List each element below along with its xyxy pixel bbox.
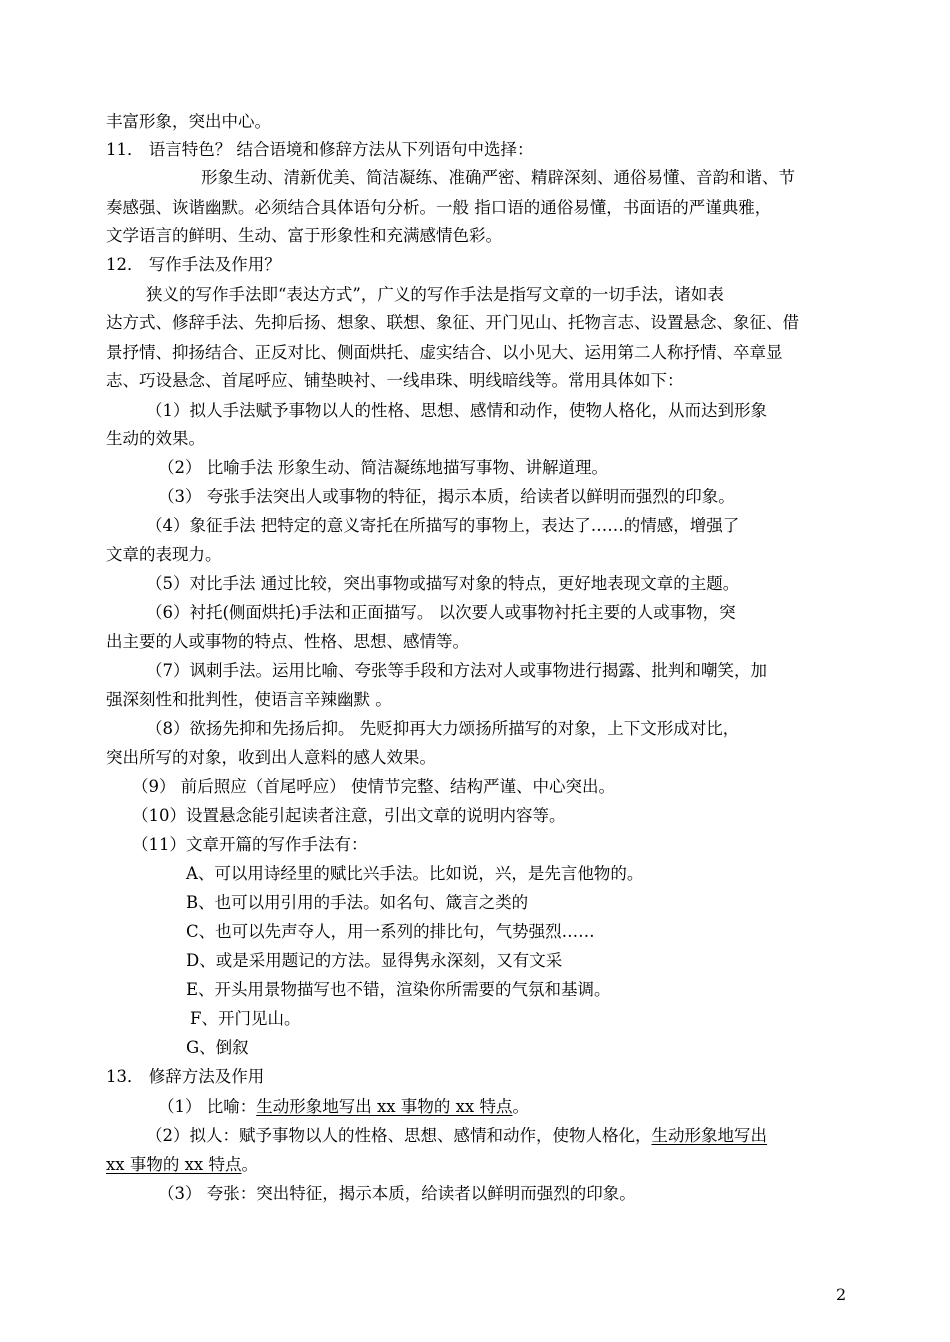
text-line: 奏感强、诙谐幽默。必须结合具体语句分析。一般 指口语的通俗易懂，书面语的严谨典雅， [106, 198, 772, 217]
text-line: 景抒情、抑扬结合、正反对比、侧面烘托、虚实结合、以小见大、运用第二人称抒情、卒章显 [106, 343, 783, 362]
text-line: 达方式、修辞手法、先抑后扬、想象、联想、象征、开门见山、托物言志、设置悬念、象征、借 [106, 313, 799, 332]
section-heading: 11． 语言特色？ 结合语境和修辞方法从下列语句中选择： [106, 140, 534, 159]
section-heading: 12． 写作手法及作用？ [106, 255, 281, 274]
list-item: （9） 前后照应（首尾呼应） 使情节完整、结构严谨、中心突出。 [132, 777, 615, 796]
list-item: （6）衬托(侧面烘托)手法和正面描写。 以次要人或事物衬托主要的人或事物，突 [146, 603, 736, 622]
rhetoric-item-continuation [106, 1154, 258, 1176]
text-line: 出主要的人或事物的特点、性格、思想、感情等。 [106, 632, 469, 651]
underlined-text: 生动形象地写出 [651, 1126, 767, 1145]
list-item: E、开头用景物描写也不错，渲染你所需要的气氛和基调。 [186, 980, 611, 999]
rhetoric-item-hyperbole: （3） 夸张：突出特征，揭示本质，给读者以鲜明而强烈的印象。 [158, 1184, 636, 1203]
underlined-text: xx 事物的 xx 特点 [106, 1155, 242, 1174]
text-line: 狭义的写作手法即“表达方式”，广义的写作手法是指写文章的一切手法，诸如表 [146, 285, 724, 304]
text-line: 志、巧设悬念、首尾呼应、铺垫映衬、一线串珠、明线暗线等。常用具体如下： [106, 371, 684, 390]
text-line: 丰富形象，突出中心。 [106, 112, 271, 131]
item-suffix: 。 [512, 1097, 529, 1116]
list-item: F、开门见山。 [190, 1009, 301, 1028]
text-line: 文学语言的鲜明、生动、富于形象性和充满感情色彩。 [106, 226, 502, 245]
list-item: G、倒叙 [186, 1038, 249, 1057]
list-item: （5）对比手法 通过比较，突出事物或描写对象的特点，更好地表现文章的主题。 [146, 574, 740, 593]
list-item: （11）文章开篇的写作手法有： [132, 835, 368, 854]
list-item: （2） 比喻手法 形象生动、简洁凝练地描写事物、讲解道理。 [158, 458, 608, 477]
text-line: 生动的效果。 [106, 429, 205, 448]
item-suffix: 。 [241, 1155, 258, 1174]
list-item: （7）讽刺手法。运用比喻、夸张等手段和方法对人或事物进行揭露、批判和嘲笑，加 [146, 661, 767, 680]
section-heading: 13． 修辞方法及作用 [106, 1067, 265, 1086]
list-item: C、也可以先声夺人，用一系列的排比句，气势强烈…… [186, 922, 595, 941]
list-item: D、或是采用题记的方法。显得隽永深刻，又有文采 [186, 951, 563, 970]
list-item: （10）设置悬念能引起读者注意，引出文章的说明内容等。 [132, 806, 566, 825]
list-item: （8）欲扬先抑和先扬后抑。 先贬抑再大力颂扬所描写的对象，上下文形成对比， [146, 719, 740, 738]
list-item: （3） 夸张手法突出人或事物的特征，揭示本质，给读者以鲜明而强烈的印象。 [158, 487, 735, 506]
rhetoric-item-metaphor [158, 1096, 529, 1118]
list-item: （1）拟人手法赋予事物以人的性格、思想、感情和动作，使物人格化，从而达到形象 [146, 401, 767, 420]
text-line: 突出所写的对象，收到出人意料的感人效果。 [106, 748, 436, 767]
text-line: 强深刻性和批判性，使语言辛辣幽默 。 [106, 690, 392, 709]
page-number: 2 [836, 1285, 847, 1304]
list-item: B、也可以用引用的手法。如名句、箴言之类的 [186, 893, 529, 912]
rhetoric-item-personification [146, 1125, 767, 1147]
item-prefix: （1） 比喻： [158, 1097, 257, 1116]
underlined-text: 生动形象地写出 xx 事物的 xx 特点 [256, 1097, 513, 1116]
item-prefix: （2）拟人：赋予事物以人的性格、思想、感情和动作，使物人格化， [146, 1126, 652, 1145]
list-item: （4）象征手法 把特定的意义寄托在所描写的事物上，表达了……的情感，增强了 [146, 516, 740, 535]
text-line: 文章的表现力。 [106, 545, 222, 564]
text-line: 形象生动、清新优美、简洁凝练、准确严密、精辟深刻、通俗易懂、音韵和谐、节 [201, 168, 795, 187]
list-item: A、可以用诗经里的赋比兴手法。比如说，兴，是先言他物的。 [186, 864, 644, 883]
